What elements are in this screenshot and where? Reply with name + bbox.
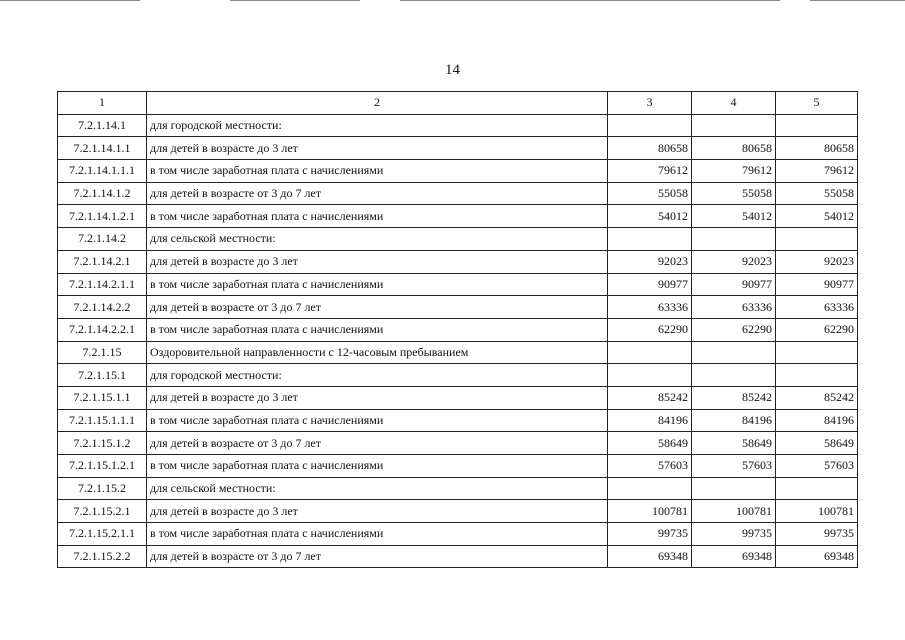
- table-header-row: [58, 92, 858, 115]
- row-value-col4-cell: 90977: [692, 273, 776, 296]
- row-value-col5-cell: 92023: [776, 250, 858, 273]
- row-name-cell: Оздоровительной направленности с 12-часовым пребыванием: [147, 341, 608, 364]
- row-value-col3-cell: 62290: [608, 318, 692, 341]
- row-value-col3-cell: [608, 364, 692, 387]
- row-value-col5-cell: [776, 228, 858, 251]
- row-value-col5-cell: 100781: [776, 500, 858, 523]
- row-value-col5-cell: [776, 364, 858, 387]
- row-code-cell: 7.2.1.14.2.1: [58, 250, 147, 273]
- row-value-col4-cell: [692, 228, 776, 251]
- row-value-col5-cell: 55058: [776, 182, 858, 205]
- row-value-col3-cell: 55058: [608, 182, 692, 205]
- table-row: [58, 432, 858, 455]
- row-value-col5-cell: [776, 477, 858, 500]
- row-value-col3-cell: [608, 477, 692, 500]
- row-code-cell: 7.2.1.15.1.1: [58, 386, 147, 409]
- row-code-cell: 7.2.1.14.2.2.1: [58, 318, 147, 341]
- row-code-cell: 7.2.1.14.2.2: [58, 296, 147, 319]
- row-value-col4-cell: 57603: [692, 455, 776, 478]
- row-value-col4-cell: 63336: [692, 296, 776, 319]
- row-value-col5-cell: 84196: [776, 409, 858, 432]
- row-value-col3-cell: 63336: [608, 296, 692, 319]
- row-value-col5-cell: 79612: [776, 160, 858, 183]
- row-code-cell: 7.2.1.15.1.1.1: [58, 409, 147, 432]
- row-code-cell: 7.2.1.14.2: [58, 228, 147, 251]
- row-name-cell: для городской местности:: [147, 364, 608, 387]
- row-name-cell: в том числе заработная плата с начислениями: [147, 523, 608, 546]
- row-code-cell: 7.2.1.14.1.2.1: [58, 205, 147, 228]
- row-value-col5-cell: 54012: [776, 205, 858, 228]
- table-row: [58, 477, 858, 500]
- table-row: [58, 364, 858, 387]
- row-value-col4-cell: [692, 477, 776, 500]
- row-value-col3-cell: [608, 228, 692, 251]
- row-value-col5-cell: 99735: [776, 523, 858, 546]
- row-name-cell: в том числе заработная плата с начислениями: [147, 273, 608, 296]
- row-name-cell: для детей в возрасте от 3 до 7 лет: [147, 432, 608, 455]
- row-code-cell: 7.2.1.14.1.1.1: [58, 160, 147, 183]
- top-rule-right: [400, 0, 780, 1]
- row-name-cell: в том числе заработная плата с начислениями: [147, 455, 608, 478]
- table-row: [58, 386, 858, 409]
- table-row: [58, 296, 858, 319]
- row-value-col3-cell: 92023: [608, 250, 692, 273]
- table-row: [58, 318, 858, 341]
- row-value-col3-cell: 80658: [608, 137, 692, 160]
- header-cell-5: 5: [776, 92, 858, 115]
- row-value-col4-cell: 54012: [692, 205, 776, 228]
- header-cell-4: 4: [692, 92, 776, 115]
- row-code-cell: 7.2.1.15: [58, 341, 147, 364]
- row-value-col4-cell: 80658: [692, 137, 776, 160]
- row-value-col3-cell: [608, 114, 692, 137]
- row-name-cell: для детей в возрасте до 3 лет: [147, 386, 608, 409]
- row-value-col3-cell: 84196: [608, 409, 692, 432]
- top-rule-far-right: [810, 0, 905, 1]
- row-code-cell: 7.2.1.15.2.1.1: [58, 523, 147, 546]
- table-row: [58, 523, 858, 546]
- row-value-col3-cell: 79612: [608, 160, 692, 183]
- row-value-col5-cell: 57603: [776, 455, 858, 478]
- table-row: [58, 250, 858, 273]
- row-code-cell: 7.2.1.14.1.1: [58, 137, 147, 160]
- row-value-col3-cell: 99735: [608, 523, 692, 546]
- table-row: [58, 341, 858, 364]
- row-code-cell: 7.2.1.15.2.2: [58, 545, 147, 568]
- row-value-col3-cell: 100781: [608, 500, 692, 523]
- row-value-col3-cell: 58649: [608, 432, 692, 455]
- row-value-col3-cell: 85242: [608, 386, 692, 409]
- row-value-col5-cell: 90977: [776, 273, 858, 296]
- row-code-cell: 7.2.1.14.1.2: [58, 182, 147, 205]
- row-name-cell: для сельской местности:: [147, 228, 608, 251]
- row-name-cell: для детей в возрасте до 3 лет: [147, 500, 608, 523]
- row-code-cell: 7.2.1.15.1.2.1: [58, 455, 147, 478]
- row-value-col3-cell: [608, 341, 692, 364]
- top-rule-mid: [230, 0, 360, 1]
- row-value-col5-cell: 62290: [776, 318, 858, 341]
- table-row: [58, 273, 858, 296]
- row-value-col5-cell: [776, 341, 858, 364]
- row-value-col3-cell: 57603: [608, 455, 692, 478]
- row-value-col5-cell: 80658: [776, 137, 858, 160]
- row-value-col4-cell: [692, 364, 776, 387]
- row-value-col3-cell: 69348: [608, 545, 692, 568]
- row-name-cell: для детей в возрасте от 3 до 7 лет: [147, 296, 608, 319]
- budget-table: [57, 91, 858, 568]
- row-code-cell: 7.2.1.14.2.1.1: [58, 273, 147, 296]
- page-number: 14: [445, 62, 460, 78]
- row-value-col5-cell: 63336: [776, 296, 858, 319]
- row-value-col4-cell: 55058: [692, 182, 776, 205]
- header-cell-3: 3: [608, 92, 692, 115]
- table-row: [58, 114, 858, 137]
- table-row: [58, 205, 858, 228]
- table-row: [58, 545, 858, 568]
- row-value-col5-cell: 69348: [776, 545, 858, 568]
- top-rule-left: [0, 0, 140, 1]
- row-name-cell: в том числе заработная плата с начислениями: [147, 160, 608, 183]
- row-name-cell: для детей в возрасте до 3 лет: [147, 137, 608, 160]
- row-value-col5-cell: 85242: [776, 386, 858, 409]
- header-cell-1: 1: [58, 92, 147, 115]
- row-name-cell: для детей в возрасте от 3 до 7 лет: [147, 545, 608, 568]
- row-value-col4-cell: 100781: [692, 500, 776, 523]
- row-code-cell: 7.2.1.15.2.1: [58, 500, 147, 523]
- row-code-cell: 7.2.1.15.1.2: [58, 432, 147, 455]
- row-value-col3-cell: 90977: [608, 273, 692, 296]
- row-value-col4-cell: 84196: [692, 409, 776, 432]
- table-row: [58, 160, 858, 183]
- row-value-col5-cell: 58649: [776, 432, 858, 455]
- row-name-cell: для сельской местности:: [147, 477, 608, 500]
- row-name-cell: в том числе заработная плата с начислениями: [147, 409, 608, 432]
- row-value-col5-cell: [776, 114, 858, 137]
- table-row: [58, 228, 858, 251]
- row-value-col4-cell: [692, 341, 776, 364]
- row-value-col4-cell: 58649: [692, 432, 776, 455]
- row-code-cell: 7.2.1.15.1: [58, 364, 147, 387]
- row-value-col4-cell: 92023: [692, 250, 776, 273]
- row-name-cell: для детей в возрасте до 3 лет: [147, 250, 608, 273]
- row-code-cell: 7.2.1.15.2: [58, 477, 147, 500]
- row-name-cell: в том числе заработная плата с начислениями: [147, 318, 608, 341]
- table-row: [58, 182, 858, 205]
- row-value-col4-cell: 99735: [692, 523, 776, 546]
- row-value-col4-cell: 79612: [692, 160, 776, 183]
- table-row: [58, 137, 858, 160]
- row-value-col4-cell: 85242: [692, 386, 776, 409]
- table-row: [58, 409, 858, 432]
- row-name-cell: для городской местности:: [147, 114, 608, 137]
- table-row: [58, 455, 858, 478]
- row-value-col4-cell: 62290: [692, 318, 776, 341]
- row-value-col4-cell: [692, 114, 776, 137]
- row-code-cell: 7.2.1.14.1: [58, 114, 147, 137]
- row-value-col3-cell: 54012: [608, 205, 692, 228]
- row-name-cell: для детей в возрасте от 3 до 7 лет: [147, 182, 608, 205]
- table-row: [58, 500, 858, 523]
- header-cell-2: 2: [147, 92, 608, 115]
- row-value-col4-cell: 69348: [692, 545, 776, 568]
- row-name-cell: в том числе заработная плата с начислениями: [147, 205, 608, 228]
